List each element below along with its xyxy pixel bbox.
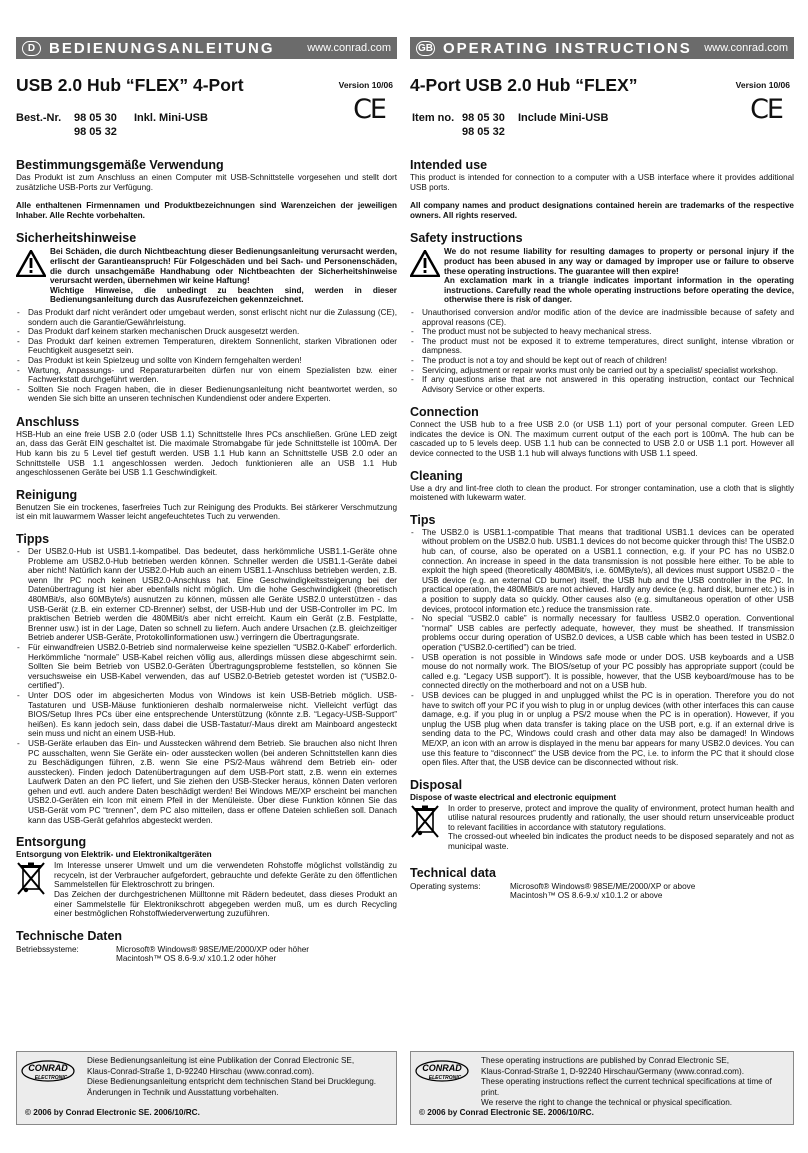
disposal-text: Im Interesse unserer Umwelt und um die verwendeten Rohstoffe möglichst vollständig zu recyceln, ist der Verbraucher aufgefordert, gebrauchte und defekte Geräte zu den öffentlichen Sammelstellen für Elektroschrott zu bringen. <box>54 861 397 890</box>
disposal-text: The crossed-out wheeled bin indicates the product needs to be disposed separately and not as municipal waste. <box>448 832 794 852</box>
version-label: Version 10/06 <box>338 80 393 90</box>
tech-data <box>16 945 397 964</box>
list-item: - Sollten Sie noch Fragen haben, die in dieser Bedienungsanleitung nicht beantwortet werden, so wenden Sie sich bitte an unseren technischen Kundendienst oder andere Experten. <box>16 385 397 404</box>
list-item: - Das Produkt darf keinen extremen Temperaturen, direktem Sonnenlicht, starken Vibrationen oder Feuchtigkeit ausgesetzt sein. <box>16 337 397 356</box>
list-item: - USB-Geräte erlauben das Ein- und Ausstecken während dem Betrieb. Sie brauchen also nicht Ihren PC ausschalten, wenn Sie Geräte ein- oder ausstecken wollen (bei anderen Schnittstellen kann dies zu Beschädigungen führen, z.B. wenn Sie eine PS/2-Maus während dem Betrieb ein- oder ausstecken). Finden jedoch Datenübertragungen auf dem USB-Port statt, z.B. wenn ein externes Laufwerk Daten an den PC liefert, und Sie ziehen den USB-Stecker heraus, können Daten verloren gehen und evtl. auch andere Daten beschädigt werden! Bei Windows ME/XP erscheint bei manchen USB2.0-Geräten ein Icon mit einem Pfeil in der Menüleiste. Über diese Funktion können Sie das USB-Gerät vom PC “trennen”, dem PC also mitteilen, dass er offene Dateien schließen soll. Danach kann das USB-Gerät gefahrlos abgesteckt werden. <box>16 739 397 825</box>
section-heading: Bestimmungsgemäße Verwendung <box>16 158 224 172</box>
tech-label: Betriebssysteme: <box>16 944 79 954</box>
footer-box <box>410 1051 794 1125</box>
footer-text <box>481 1056 789 1109</box>
section-heading: Disposal <box>410 777 463 792</box>
footer-line: We reserve the right to change the technical or physical specification. <box>481 1098 733 1107</box>
section-heading: Intended use <box>410 158 488 172</box>
item-number: 98 05 32 <box>462 126 505 138</box>
main-content <box>410 150 794 901</box>
section-heading: Tipps <box>16 532 50 547</box>
list-item: - USB devices can be plugged in and unplugged whilst the PC is in operation. Therefore you do not have to switch off your PC if you wish to plug in or unplug devices (with other interfaces this can cause damage, e.g. if you plug in or unplug a PS/2 mouse when the PC is in operation). However, if you unplug the USB plug when data transfer is taking place on the USB port, e.g. if an external drive is sending data to the PC, Windows could crash and other data may also be damaged! In Windows ME/XP, an icon with an arrow is displayed in the menu bar appears for many USB2.0 devices. You can use this feature to “disconnect” the USB device from the PC, i.e. to inform the PC that it should close open files. After that, the USB device can be disconnected without risk. <box>410 691 794 768</box>
list-item: - The product is not a toy and should be kept out of reach of children! <box>410 356 794 366</box>
warning-triangle-icon <box>16 247 50 305</box>
list-item: - The product must not be subjected to heavy mechanical stress. <box>410 327 794 337</box>
copyright: © 2006 by Conrad Electronic SE. 2006/10/RC. <box>419 1108 594 1117</box>
item-label: Best.-Nr. <box>16 112 62 124</box>
language-badge: D <box>22 41 41 56</box>
list-item: - The product must not be exposed it to extreme temperatures, direct sunlight, intense vibration or dampness. <box>410 337 794 356</box>
footer-line: Klaus-Conrad-Straße 1, D-92240 Hirschau (www.conrad.com). <box>87 1066 315 1076</box>
warning-triangle-icon <box>410 247 444 305</box>
section-heading: Tips <box>410 512 436 527</box>
list-item: - Wartung, Anpassungs- und Reparaturarbeiten dürfen nur von einem Spezialisten bzw. einer Fachwerkstatt durchgeführt werden. <box>16 366 397 385</box>
copyright: © 2006 by Conrad Electronic SE. 2006/10/RC. <box>25 1108 200 1117</box>
svg-text:ELECTRONIC: ELECTRONIC <box>34 1075 68 1081</box>
list-item: - No special “USB2.0 cable” is normally necessary for faultless USB2.0 operation. Conventional “normal” USB cables are perfectly adequate, however, they must be sheathed. If transmission problems occur during operation of USB2.0 devices, a USB cable which has been tested in USB2.0 operation (“USB2.0-certified”) can be tried. <box>410 614 794 652</box>
footer-box <box>16 1051 397 1125</box>
header-banner <box>410 37 794 59</box>
english-column <box>410 0 794 1153</box>
item-number: 98 05 32 <box>74 126 117 138</box>
list-item: - Unauthorised conversion and/or modific ation of the device are inadmissible because of safety and approval reasons (CE). <box>410 308 794 327</box>
svg-text:CONRAD: CONRAD <box>422 1063 462 1073</box>
footer-line: These operating instructions reflect the current technical specifications at time of print. <box>481 1077 772 1097</box>
warning-text: Wichtige Hinweise, die unbedingt zu beachten sind, werden in dieser Bedienungsanleitung durch das Ausrufezeichen gekennzeichnet. <box>50 285 397 305</box>
disposal-block <box>410 804 794 852</box>
safety-list <box>410 308 794 394</box>
cleaning-text: Use a dry and lint-free cloth to clean the product. For stronger contamination, use a cloth that is slightly moistened with lukewarm water. <box>410 483 794 503</box>
disposal-text: In order to preserve, protect and improve the quality of environment, protect human health and utilise natural resources prudently and rationally, the user should return unserviceable product to relevant facilities in accordance with statutory regulations. <box>448 803 794 832</box>
section-heading: Technical data <box>410 865 496 880</box>
conrad-logo <box>415 1060 469 1082</box>
safety-warning <box>16 247 397 305</box>
item-note: Include Mini-USB <box>518 112 609 124</box>
crossed-bin-icon <box>16 861 54 919</box>
safety-list <box>16 308 397 404</box>
disposal-block <box>16 861 397 919</box>
safety-warning <box>410 247 794 305</box>
list-item: - Unter DOS oder im abgesicherten Modus von Windows ist kein USB-Betrieb möglich. USB-Tastaturen und USB-Mäuse funktionieren deshalb normalerweise nicht. Vielleicht verfügt das BIOS/Setup Ihres PCs über eine entsprechende Unterstützung (könnte z.B. “Legacy-USB-Support” heißen). Es kann jedoch sein, dass dabei die USB-Tastatur/-Maus direkt am Mainboard angesteckt sein muss und nicht an einem USB-Hub. <box>16 691 397 739</box>
list-item: - Der USB2.0-Hub ist USB1.1-kompatibel. Das bedeutet, dass herkömmliche USB1.1-Geräte ohne Probleme am USB2.0-Hub betrieben werden können. Schneller werden die USB1.1-Geräte dabei aber nicht! Natürlich kann der USB2.0-Hub auch an einem USB1.1-Anschluss betrieben werden, z.B. wenn Ihr PC noch keinen USB2.0-Anschluss hat. Eine Geschwindigkeitssteigerung bei der Datenübertragung ist hier aber ebenfalls nicht möglich. Um die hohe Geschwindigkeit (theoretisch 480MBit/s, also 60MByte/s) ausnutzen zu können, müssen alle Geräte USB2.0 unterstützen - das USB-Gerät (z.B. ein externer CD-Brenner) selbst, der USB-Hub und der USB-Controller im PC. Im praktischen Betrieb werden die 480MBit/s aber nicht erreicht. Kaum ein Gerät (z.B. Festplatte, Brenner usw.) ist in der Lage, Daten so schnell zu liefern. Auch andere Ursachen (z.B. gleichzeitiger Betrieb anderer USB-Geräte, Protokollinformationen usw.) verringern die Übertragungsrate. <box>16 547 397 643</box>
tech-value: Microsoft® Windows® 98SE/ME/2000/XP or above <box>510 881 696 891</box>
connection-text: Connect the USB hub to a free USB 2.0 (or USB 1.1) port of your personal computer. Green LED indicates the device is ON. The maximum current output of the each port is 100mA. The hub can be cascaded up to 5 levels deep. USB 1.1 hub can be connected to USB 2.0 or USB 1.1 port. However all device connected to the USB 1.1 hub will always functions with USB 1.1 speed. <box>410 420 794 459</box>
trademark-note: All company names and product designations contained herein are trademarks of the respective owners. All rights reserved. <box>410 201 794 220</box>
section-heading: Sicherheitshinweise <box>16 231 137 246</box>
website-url[interactable]: www.conrad.com <box>704 42 788 54</box>
ce-mark-icon: CE <box>353 94 385 125</box>
conrad-logo <box>21 1060 75 1082</box>
svg-text:ELECTRONIC: ELECTRONIC <box>428 1075 462 1081</box>
list-item: - Servicing, adjustment or repair works must only be carried out by a specialist/ specialist workshop. <box>410 366 794 376</box>
section-heading: Entsorgung <box>16 835 87 850</box>
section-heading: Technische Daten <box>16 928 123 943</box>
tech-value: Macintosh™ OS 8.6-9.x/ x10.1.2 or above <box>510 891 663 901</box>
list-item: - USB operation is not possible in Windows safe mode or under DOS. USB keyboards and a USB mouse do not normally work. The BIOS/setup of your PC possibly has appropriate support (could be called e.g. “Legacy USB support”). It is possible, however, that the USB keyboard/mouse has to be connected directly on the motherboard and not on a USB hub. <box>410 653 794 691</box>
tech-data <box>410 882 794 901</box>
list-item: - Das Produkt darf nicht verändert oder umgebaut werden, sonst erlischt nicht nur die Zulassung (CE), sondern auch die Garantie/Gewährleistung. <box>16 308 397 327</box>
warning-text: Bei Schäden, die durch Nichtbeachtung dieser Bedienungsanleitung verursacht werden, erlischt der Garantieanspruch! Für Folgeschäden und bei Sach- und Personenschäden, die durch unsachgemäße Handhabung oder Nichtbeachten der Sicherheitshinweise verursacht werden, übernehmen wir keine Haftung! <box>50 247 397 286</box>
trademark-note: Alle enthaltenen Firmennamen und Produktbezeichnungen sind Warenzeichen der jeweiligen Inhaber. Alle Rechte vorbehalten. <box>16 201 397 220</box>
section-heading: Anschluss <box>16 414 80 429</box>
item-number: 98 05 30 <box>462 112 505 124</box>
warning-text: We do not resume liability for resulting damages to property or personal injury if the product has been abused in any way or damaged by improper use or failure to observe these operating instructions. The guarantee will then expire! <box>444 247 794 276</box>
list-item: - If any questions arise that are not answered in this operating instruction, contact our Technical Advisory Service or other experts. <box>410 375 794 394</box>
list-item: - Für einwandfreien USB2.0-Betrieb sind normalerweise keine speziellen “USB2.0-Kabel” erforderlich. Herkömmliche “normale” USB-Kabel reichen völlig aus, allerdings müssen diese abgeschirmt sein. Sollten Sie beim Betrieb von USB2.0-Geräten Übertragungsprobleme feststellen, so können Sie versuchsweise ein USB-Kabel verwenden, das auf USB2.0-Betrieb getestet worden ist (“USB2.0-certified”). <box>16 643 397 691</box>
website-url[interactable]: www.conrad.com <box>307 42 391 54</box>
footer-line: Änderungen in Technik und Ausstattung vorbehalten. <box>87 1087 279 1097</box>
header-banner <box>16 37 397 59</box>
cleaning-text: Benutzen Sie ein trockenes, faserfreies Tuch zur Reinigung des Produkts. Bei stärkerer Verschmutzung ist ein mit lauwarmem Wasser leicht angefeuchtetes Tuch zu verwenden. <box>16 502 397 522</box>
section-heading: Connection <box>410 405 479 420</box>
version-label: Version 10/06 <box>735 80 790 90</box>
section-heading: Reinigung <box>16 487 78 502</box>
footer-line: Klaus-Conrad-Straße 1, D-92240 Hirschau/Germany (www.conrad.com). <box>481 1066 745 1076</box>
disposal-subheading: Dispose of waste electrical and electronic equipment <box>410 792 617 802</box>
footer-text <box>87 1056 392 1098</box>
language-badge: GB <box>418 42 433 54</box>
german-column <box>16 0 397 1153</box>
list-item: - The USB2.0 is USB1.1-compatible That means that traditional USB1.1 devices can be operated without problem on the USB2.0 hub. USB1.1 devices do not become quicker through this! The USB2.0 hub can, of course, also be operated on a USB1.1 connection, e.g. if your PC has no USB2.0 connection. An increase in speed in the data transmission is not possible here either. To be able to exploit the high speed (theoretically 480MBit/s, i.e. 60MByte/s), all devices must support USB2.0 - the USB device (e.g. an external CD burner) itself, the USB hub and the USB controller in the PC. In practical operation, the 480MBit/s are not achieved. Hardly any device (e.g. hard disk, burner etc.) is in a position to supply data so quickly. Other causes also (e.g. simultaneous operation of other USB devices, protocol information etc.) reduce the transmission rate. <box>410 528 794 614</box>
list-item: - Das Produkt ist kein Spielzeug und sollte von Kindern ferngehalten werden! <box>16 356 397 366</box>
disposal-subheading: Entsorgung von Elektrik- und Elektronikaltgeräten <box>16 850 212 860</box>
tips-list <box>16 547 397 825</box>
footer-line: Diese Bedienungsanleitung entspricht dem technischen Stand bei Drucklegung. <box>87 1077 377 1086</box>
item-label: Item no. <box>412 112 455 124</box>
tech-label: Operating systems: <box>410 881 481 891</box>
tech-value: Microsoft® Windows® 98SE/ME/2000/XP oder höher <box>116 944 310 954</box>
item-number: 98 05 30 <box>74 112 117 124</box>
crossed-bin-icon <box>410 804 448 852</box>
disposal-text: Das Zeichen der durchgestrichenen Mülltonne mit Rädern bedeutet, dass dieses Produkt an einer Sammelstelle für Elektronikschrott abgegeben werden muß, um es durch Recycling einer bestmöglichen Rohstoffwiederverwertung zuzuführen. <box>54 890 397 919</box>
tips-list <box>410 528 794 768</box>
banner-title: OPERATING INSTRUCTIONS <box>443 39 692 57</box>
intended-use-text: This product is intended for connection to a computer with a USB interface where it provides additional USB ports. <box>410 173 794 192</box>
footer-line: These operating instructions are published by Conrad Electronic SE, <box>481 1056 730 1065</box>
section-heading: Safety instructions <box>410 231 523 246</box>
main-content <box>16 150 397 964</box>
svg-text:CONRAD: CONRAD <box>28 1063 68 1073</box>
banner-title: BEDIENUNGSANLEITUNG <box>49 39 275 57</box>
tech-value: Macintosh™ OS 8.6-9.x/ x10.1.2 oder höher <box>116 954 277 964</box>
warning-text: An exclamation mark in a triangle indicates important information in the operating instructions. Carefully read the whole operating instructions before operating the device, otherwise there is risk of danger. <box>444 276 794 305</box>
section-heading: Cleaning <box>410 468 463 483</box>
intended-use-text: Das Produkt ist zum Anschluss an einen Computer mit USB-Schnittstelle vorgesehen und stellt dort zusätzliche USB-Ports zur Verfügung. <box>16 173 397 192</box>
footer-line: Diese Bedienungsanleitung ist eine Publikation der Conrad Electronic SE, <box>87 1056 355 1065</box>
connection-text: HSB-Hub an eine freie USB 2.0 (oder USB 1.1) Schnittstelle Ihres PCs anschließen. Grüne LED zeigt an, dass das Gerät EIN geschaltet ist. Die maximale Stromabgabe für jede Schnittstelle ist 100mA. Der Hub kann bis zu 5 Level tief gestuft werden. USB 1.1 Hub kann an Schnittstelle USB 2.0 oder an Schnittstelle USB 1.1 angeschlossen werden. Jedoch funktionieren alle an USB 1.1 Hub angeschlossenen Geräte bei USB 1.1 Geschwindigkeit. <box>16 429 397 478</box>
item-note: Inkl. Mini-USB <box>134 112 208 124</box>
list-item: - Das Produkt darf keinem starken mechanischen Druck ausgesetzt werden. <box>16 327 397 337</box>
ce-mark-icon: CE <box>750 94 782 125</box>
product-title: 4-Port USB 2.0 Hub “FLEX” <box>410 75 638 95</box>
product-title: USB 2.0 Hub “FLEX” 4-Port <box>16 75 244 95</box>
